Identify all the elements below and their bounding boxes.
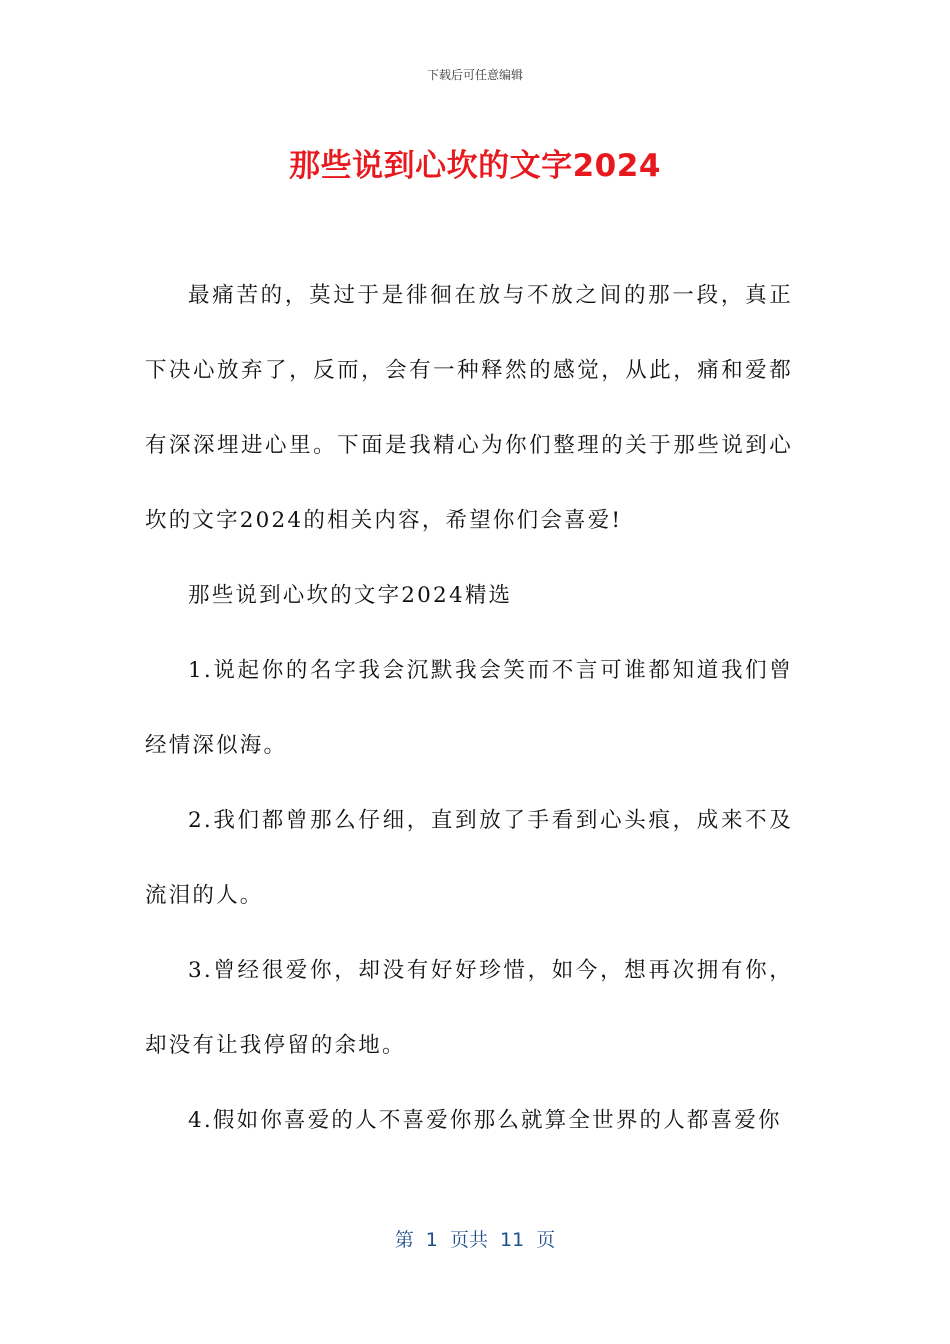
- section-heading: 那些说到心坎的文字2024精选: [188, 583, 513, 608]
- document-body: [145, 258, 793, 1158]
- list-item-2: 2.我们都曾那么仔细，直到放了手看到心头痕，成来不及流泪的人。: [145, 808, 793, 908]
- list-item-4: 4.假如你喜爱的人不喜爱你那么就算全世界的人都喜爱你: [188, 1108, 782, 1133]
- list-item-1: 1.说起你的名字我会沉默我会笑而不言可谁都知道我们曾经情深似海。: [145, 658, 793, 758]
- intro-paragraph: 最痛苦的，莫过于是徘徊在放与不放之间的那一段，真正下决心放弃了，反而，会有一种释然的感觉，从此，痛和爱都有深深埋进心里。下面是我精心为你们整理的关于那些说到心坎的文字2024的相关内容，希望你们会喜爱!: [145, 283, 793, 533]
- list-item-3: 3.曾经很爱你，却没有好好珍惜，如今，想再次拥有你，却没有让我停留的余地。: [145, 958, 793, 1058]
- document-title: 那些说到心坎的文字2024: [289, 148, 661, 184]
- page-header-note: 下载后可任意编辑: [426, 68, 523, 82]
- page-footer: 第 1 页共 11 页: [394, 1229, 556, 1251]
